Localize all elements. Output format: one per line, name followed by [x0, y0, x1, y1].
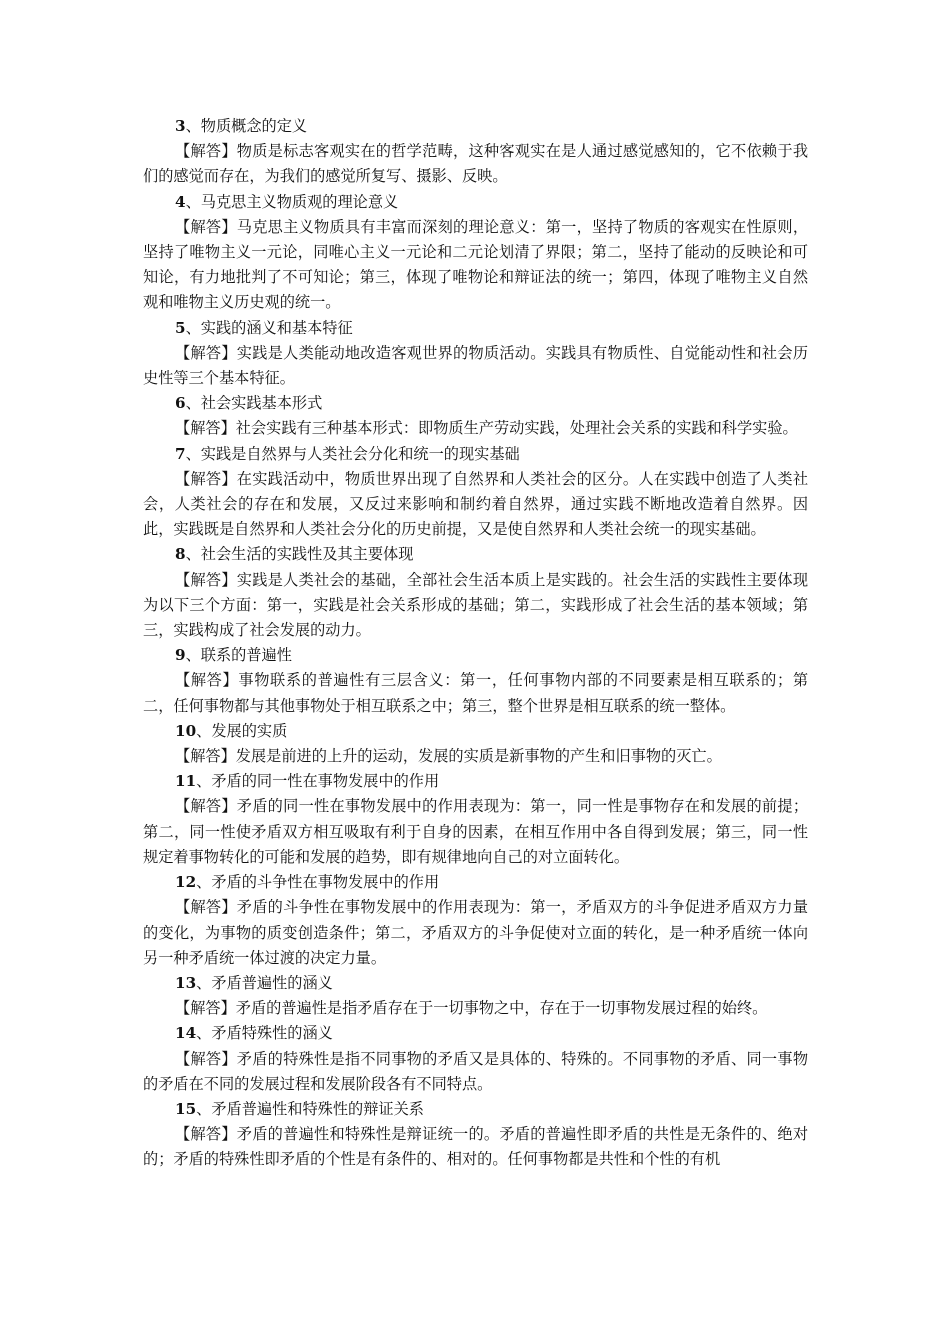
question-title: 、矛盾普遍性和特殊性的辩证关系: [196, 1099, 424, 1118]
question-heading: [143, 190, 808, 215]
answer-text: 发展是前进的上升的运动，发展的实质是新事物的产生和旧事物的灭亡。: [235, 747, 722, 766]
question-number: 12: [175, 873, 197, 892]
question-heading: [143, 719, 808, 744]
answer-text: 在实践活动中，物质世界出现了自然界和人类社会的区分。人在实践中创造了人类社会，人类社会的存在和发展，又反过来影响和制约着自然界，通过实践不断地改造着自然界。因此，实践既是自然界和人类社会分化的历史前提，又是使自然界和人类社会统一的现实基础。: [143, 469, 808, 539]
answer-paragraph: [143, 341, 808, 391]
answer-paragraph: [143, 139, 808, 189]
question-heading: [143, 442, 808, 467]
answer-paragraph: [143, 744, 808, 769]
question-heading: [143, 1097, 808, 1122]
question-title: 、物质概念的定义: [185, 117, 308, 135]
question-heading: [143, 391, 808, 416]
question-number: 6: [175, 394, 186, 413]
question-heading: [143, 114, 808, 139]
question-number: 15: [175, 1099, 197, 1118]
answer-tag: 【解答】: [175, 469, 237, 488]
answer-text: 实践是人类社会的基础，全部社会生活本质上是实践的。社会生活的实践性主要体现为以下三个方面：第一，实践是社会关系形成的基础；第二，实践形成了社会生活的基本领域；第三，实践构成了社会发展的动力。: [143, 570, 808, 640]
answer-tag: 【解答】: [175, 343, 237, 362]
answer-tag: 【解答】: [175, 671, 239, 690]
question-heading: [143, 1021, 808, 1046]
question-number: 4: [175, 192, 186, 211]
question-heading: [143, 316, 808, 341]
answer-paragraph: [143, 996, 808, 1021]
answer-tag: 【解答】: [175, 142, 237, 161]
question-number: 3: [175, 117, 186, 135]
answer-tag: 【解答】: [175, 1125, 237, 1144]
answer-text: 矛盾的普遍性是指矛盾存在于一切事物之中，存在于一切事物发展过程的始终。: [235, 999, 768, 1018]
answer-tag: 【解答】: [175, 570, 237, 589]
question-number: 10: [175, 721, 197, 740]
question-title: 、马克思主义物质观的理论意义: [185, 192, 399, 211]
document-page: [143, 114, 808, 1173]
answer-tag: 【解答】: [175, 217, 237, 236]
question-title: 、社会生活的实践性及其主要体现: [185, 545, 414, 564]
question-heading: [143, 971, 808, 996]
answer-text: 物质是标志客观实在的哲学范畴，这种客观实在是人通过感觉感知的，它不依赖于我们的感觉而存在，为我们的感觉所复写、摄影、反映。: [143, 142, 808, 186]
question-title: 、矛盾普遍性的涵义: [196, 973, 333, 992]
question-title: 、实践的涵义和基本特征: [185, 318, 353, 337]
question-title: 、矛盾的同一性在事物发展中的作用: [196, 772, 440, 791]
question-heading: [143, 643, 808, 668]
question-title: 、矛盾特殊性的涵义: [196, 1024, 333, 1043]
question-heading: [143, 769, 808, 794]
question-number: 11: [175, 772, 197, 791]
answer-tag: 【解答】: [175, 999, 236, 1018]
answer-text: 矛盾的斗争性在事物发展中的作用表现为：第一，矛盾双方的斗争促进矛盾双方力量的变化，为事物的质变创造条件；第二，矛盾双方的斗争促使对立面的转化，是一种矛盾统一体向另一种矛盾统一体过渡的决定力量。: [143, 898, 808, 967]
answer-text: 社会实践有三种基本形式：即物质生产劳动实践，处理社会关系的实践和科学实验。: [235, 419, 798, 438]
question-title: 、实践是自然界与人类社会分化和统一的现实基础: [185, 444, 520, 463]
answer-tag: 【解答】: [175, 419, 236, 438]
answer-paragraph: [143, 794, 808, 870]
question-number: 8: [175, 545, 186, 564]
question-heading: [143, 870, 808, 895]
question-title: 、社会实践基本形式: [185, 394, 323, 413]
answer-paragraph: [143, 215, 808, 316]
question-number: 9: [175, 646, 186, 665]
answer-tag: 【解答】: [175, 797, 237, 816]
answer-paragraph: [143, 668, 808, 718]
answer-tag: 【解答】: [175, 747, 236, 766]
answer-paragraph: [143, 895, 808, 971]
question-heading: [143, 542, 808, 567]
question-number: 7: [175, 444, 186, 463]
answer-text: 矛盾的普遍性和特殊性是辩证统一的。矛盾的普遍性即矛盾的共性是无条件的、绝对的；矛盾的特殊性即矛盾的个性是有条件的、相对的。任何事物都是共性和个性的有机: [143, 1125, 808, 1169]
answer-paragraph: [143, 416, 808, 441]
question-title: 、发展的实质: [196, 721, 288, 740]
question-number: 14: [175, 1024, 197, 1043]
answer-paragraph: [143, 1047, 808, 1097]
answer-text: 矛盾的特殊性是指不同事物的矛盾又是具体的、特殊的。不同事物的矛盾、同一事物的矛盾在不同的发展过程和发展阶段各有不同特点。: [143, 1049, 808, 1093]
question-number: 5: [175, 318, 186, 337]
answer-text: 实践是人类能动地改造客观世界的物质活动。实践具有物质性、自觉能动性和社会历史性等三个基本特征。: [143, 343, 808, 388]
answer-text: 事物联系的普遍性有三层含义：第一，任何事物内部的不同要素是相互联系的；第二，任何事物都与其他事物处于相互联系之中；第三，整个世界是相互联系的统一整体。: [143, 671, 809, 715]
answer-text: 马克思主义物质具有丰富而深刻的理论意义：第一，坚持了物质的客观实在性原则，坚持了唯物主义一元论，同唯心主义一元论和二元论划清了界限；第二，坚持了能动的反映论和可知论，有力地批判了不可知论；第三，体现了唯物论和辩证法的统一；第四，体现了唯物主义自然观和唯物主义历史观的统一。: [143, 217, 808, 312]
answer-text: 矛盾的同一性在事物发展中的作用表现为：第一，同一性是事物存在和发展的前提；第二，同一性使矛盾双方相互吸取有利于自身的因素，在相互作用中各自得到发展；第三，同一性规定着事物转化的可能和发展的趋势，即有规律地向自己的对立面转化。: [143, 797, 808, 866]
answer-tag: 【解答】: [175, 1049, 237, 1068]
answer-paragraph: [143, 568, 808, 644]
answer-paragraph: [143, 467, 808, 543]
question-number: 13: [175, 973, 197, 992]
answer-tag: 【解答】: [175, 898, 237, 917]
answer-paragraph: [143, 1122, 808, 1172]
question-title: 、联系的普遍性: [185, 646, 292, 665]
question-title: 、矛盾的斗争性在事物发展中的作用: [196, 873, 440, 892]
